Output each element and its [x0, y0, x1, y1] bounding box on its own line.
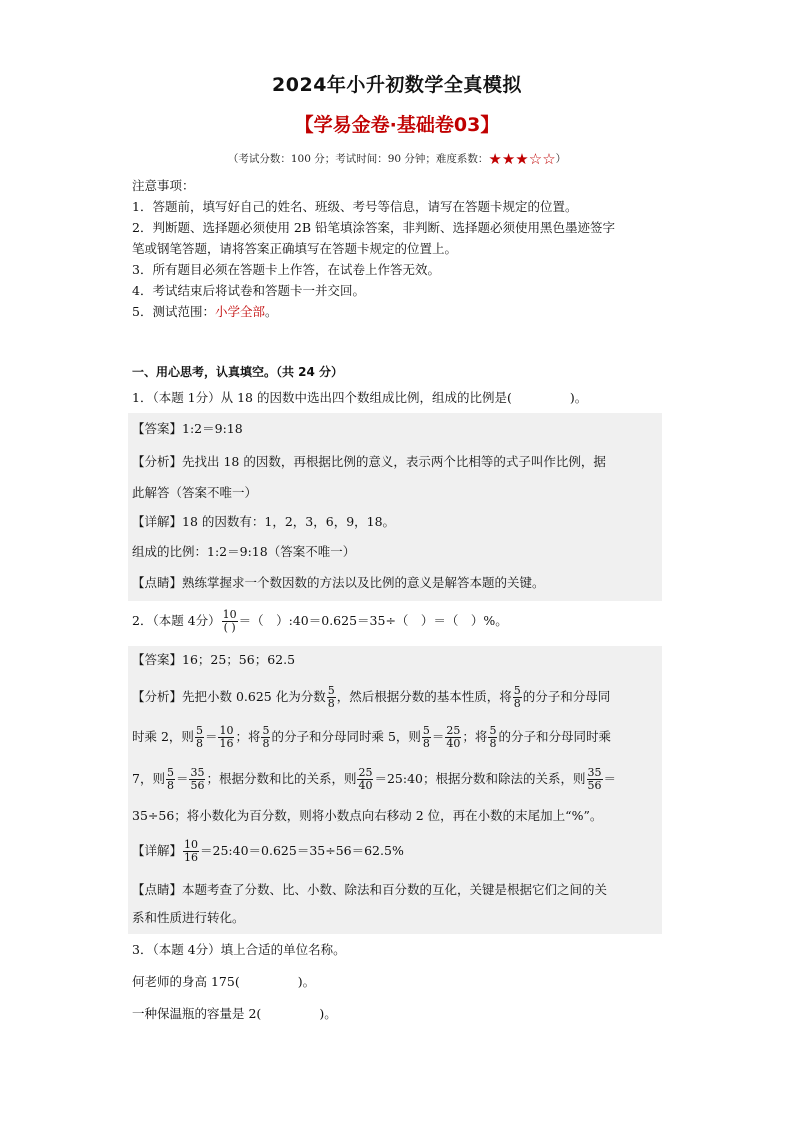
fraction-denominator: 8 [195, 737, 203, 750]
question-3-stem: 3．（本题 4分）填上合适的单位名称。 [132, 942, 346, 957]
fraction-numerator: 25 [446, 724, 461, 737]
fraction [195, 725, 204, 750]
fraction-numerator: 5 [166, 766, 174, 779]
fraction [488, 725, 497, 750]
fraction [357, 767, 373, 792]
q2-answer: 【答案】16；25；56；62.5 [132, 652, 296, 667]
fraction-numerator: 5 [422, 724, 430, 737]
q2-analysis-text: ，然后根据分数的基本性质，将 [336, 689, 512, 704]
fraction-denominator: 56 [190, 779, 205, 792]
notes-heading: 注意事项： [132, 178, 195, 193]
q3-item-text: 一种保温瓶的容量是 2( [132, 1006, 262, 1021]
fraction [327, 685, 336, 710]
fraction-denominator: ( ) [223, 621, 236, 634]
q2-analysis-text: 的分子和分母同时乘 [498, 729, 611, 744]
question-2-stem [132, 608, 508, 634]
fraction-denominator: 56 [587, 779, 602, 792]
fraction-numerator: 5 [513, 684, 521, 697]
fraction [222, 609, 238, 634]
fraction [183, 839, 199, 864]
question-1-stem [132, 388, 587, 409]
note-scope [132, 302, 278, 323]
q2-detail [132, 836, 404, 866]
q2-analysis-text: ；根据分数和比的关系，则 [206, 771, 357, 786]
fraction-numerator: 10 [184, 838, 199, 851]
note-item: 3．所有题目必须在答题卡上作答，在试卷上作答无效。 [132, 262, 440, 277]
fraction-numerator: 10 [219, 724, 234, 737]
equals-sign: ＝ [431, 729, 445, 744]
scope-suffix: 。 [264, 304, 278, 319]
q2-analysis-text: ；将 [235, 729, 261, 744]
fraction-numerator: 5 [195, 724, 203, 737]
q1-answer: 【答案】1:2＝9:18 [132, 421, 243, 436]
q2-comment-cont: 系和性质进行转化。 [132, 910, 245, 925]
fraction-numerator: 5 [489, 724, 497, 737]
q3-item-text: 何老师的身高 175( [132, 974, 240, 989]
page-subtitle: 【学易金卷·基础卷03】 [294, 114, 500, 136]
fraction-denominator: 8 [513, 697, 521, 710]
q3-item-end: )。 [297, 974, 316, 989]
fraction-numerator: 35 [587, 766, 602, 779]
fraction [166, 767, 175, 792]
q2-comment: 【点睛】本题考查了分数、比、小数、除法和百分数的互化，关键是根据它们之间的关 [132, 882, 608, 897]
note-item: 2．判断题、选择题必须使用 2B 铅笔填涂答案，非判断、选择题必须使用黑色墨迹签字 [132, 220, 616, 235]
difficulty-stars [488, 150, 555, 168]
page-title: 2024年小升初数学全真模拟 [272, 74, 522, 96]
equals-sign: ＝ [603, 771, 617, 786]
q3-item-end: )。 [319, 1006, 337, 1021]
fraction-numerator: 25 [358, 766, 373, 779]
fraction [261, 725, 270, 750]
q2-stem-text: 2．（本题 4分） [132, 613, 221, 628]
fraction-denominator: 40 [358, 779, 373, 792]
fraction-numerator: 5 [327, 684, 335, 697]
q1-stem-end: )。 [569, 390, 588, 405]
exam-info [0, 150, 794, 168]
q2-analysis-text: 7，则 [132, 771, 165, 786]
star-empty-icon: ☆☆ [528, 150, 556, 168]
fraction-denominator: 8 [262, 737, 270, 750]
fraction-numerator: 10 [222, 608, 237, 621]
fraction [189, 767, 205, 792]
fraction [218, 725, 234, 750]
q2-analysis-text: 时乘 2，则 [132, 729, 194, 744]
note-item: 1．答题前，填写好自己的姓名、班级、考号等信息，请写在答题卡规定的位置。 [132, 199, 578, 214]
equals-sign: ＝ [204, 729, 218, 744]
fraction [445, 725, 461, 750]
q1-stem-text: 1．（本题 1分）从 18 的因数中选出四个数组成比例，组成的比例是( [132, 390, 512, 405]
q3-item-2 [132, 1004, 337, 1025]
q2-analysis-text: 的分子和分母同时乘 5，则 [271, 729, 421, 744]
q2-detail-text: ＝25:40＝0.625＝35÷56＝62.5% [200, 843, 404, 858]
q1-analysis: 【分析】先找出 18 的因数，再根据比例的意义，表示两个比相等的式子叫作比例，据 [132, 454, 606, 469]
q2-analysis [132, 682, 610, 712]
q2-analysis-text: 的分子和分母同 [522, 689, 611, 704]
section-heading: 一、用心思考，认真填空。（共 24 分） [132, 365, 344, 379]
q1-solution-box [128, 413, 662, 601]
q1-detail-cont: 组成的比例：1:2＝9:18（答案不唯一） [132, 544, 356, 559]
exam-info-suffix: ） [555, 153, 567, 165]
fraction [422, 725, 431, 750]
q2-stem-rest: ＝（ ）:40＝0.625＝35÷（ ）＝（ ）%。 [238, 613, 508, 628]
q2-analysis-text: ＝25:40；根据分数和除法的关系，则 [374, 771, 586, 786]
equals-sign: ＝ [175, 771, 189, 786]
q2-solution-box [128, 646, 662, 934]
q2-analysis-line-4: 35÷56；将小数化为百分数，则将小数点向右移动 2 位，再在小数的末尾加上“%”。 [132, 808, 603, 823]
fraction-denominator: 40 [446, 737, 461, 750]
fraction-denominator: 8 [327, 697, 335, 710]
q2-analysis-text: ；将 [462, 729, 488, 744]
fraction-denominator: 16 [219, 737, 234, 750]
fraction-denominator: 8 [422, 737, 430, 750]
q1-analysis-cont: 此解答（答案不唯一） [132, 485, 258, 500]
fraction [587, 767, 603, 792]
q2-analysis-text: 【分析】先把小数 0.625 化为分数 [132, 689, 326, 704]
fraction-numerator: 5 [262, 724, 270, 737]
star-full-icon: ★★★ [488, 150, 529, 168]
fraction-denominator: 8 [166, 779, 174, 792]
scope-value: 小学全部 [214, 304, 265, 319]
fraction-denominator: 16 [184, 851, 199, 864]
q1-detail: 【详解】18 的因数有：1，2，3，6，9，18。 [132, 514, 396, 529]
q2-analysis-line-3 [132, 764, 616, 794]
q2-detail-label: 【详解】 [132, 843, 183, 858]
fraction-numerator: 35 [190, 766, 205, 779]
note-item: 4．考试结束后将试卷和答题卡一并交回。 [132, 283, 365, 298]
note-item: 笔或钢笔答题，请将答案正确填写在答题卡规定的位置上。 [132, 241, 458, 256]
scope-label: 5．测试范围： [132, 304, 215, 319]
q2-analysis-line-2 [132, 722, 611, 752]
fraction [513, 685, 522, 710]
exam-info-text: （考试分数：100 分；考试时间：90 分钟；难度系数： [227, 153, 489, 165]
q3-item-1 [132, 972, 315, 993]
q1-comment: 【点睛】熟练掌握求一个数因数的方法以及比例的意义是解答本题的关键。 [132, 575, 545, 590]
fraction-denominator: 8 [489, 737, 497, 750]
